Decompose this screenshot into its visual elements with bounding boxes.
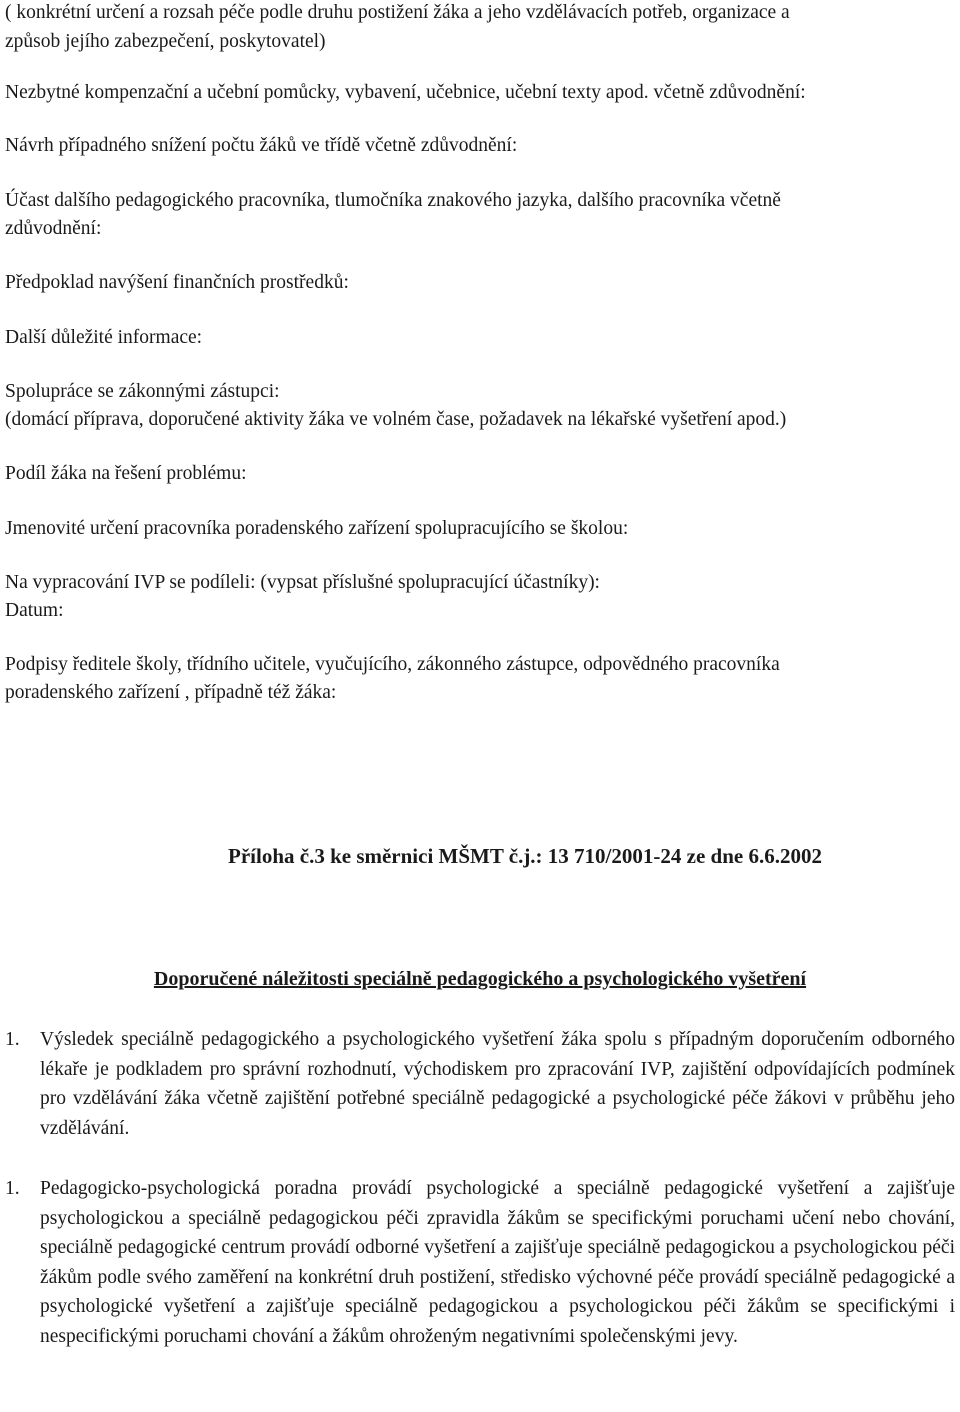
text-line-care-scope: ( konkrétní určení a rozsah péče podle druhu postižení žáka a jeho vzdělávacích potřeb, organizace a xyxy=(5,2,790,23)
text-line-care-provider: způsob jejího zabezpečení, poskytovatel) xyxy=(5,31,326,52)
text-line-other-info: Další důležité informace: xyxy=(5,327,203,348)
text-line-student-role: Podíl žáka na řešení problému: xyxy=(5,463,247,484)
paragraph-counseling-centers: Pedagogicko-psychologická poradna provádí psychologické a speciálně pedagogické vyšetření a zajišťuje psychologickou a speciálně pedagogickou péči zpravidla žákům se specifickými poruchami učení nebo chování, speciálně pedagogické centrum provádí odborné vyšetření a zajišťuje speciálně pedagogickou a psychologickou péči žákům podle svého zaměření na konkrétní druh postižení, středisko výchovné péče provádí speciálně pedagogické a psychologické vyšetření a zajišťuje speciálně pedagogickou a psychologickou péči žákům se specifickými i nespecifickými poruchami chování a žákům ohroženým negativními společenskými jevy. xyxy=(40,1178,955,1347)
text-line-date: Datum: xyxy=(5,600,64,621)
paragraph-exam-result: Výsledek speciálně pedagogického a psychologického vyšetření žáka spolu s případným doporučením odborného lékaře je podkladem pro správní rozhodnutí, východiskem pro zpracování IVP, zajištění odpovídajících podmínek pro vzdělávání žáka včetně zajištění potřebné speciálně pedagogické a psychologické péče žákovi v průběhu jeho vzdělávání. xyxy=(40,1029,955,1139)
paragraph-number: 1. xyxy=(5,1029,20,1050)
text-line-signatures: Podpisy ředitele školy, třídního učitele, vyučujícího, zákonného zástupce, odpovědného pracovníka xyxy=(5,654,780,675)
text-line-additional-staff: Účast dalšího pedagogického pracovníka, tlumočníka znakového jazyka, dalšího pracovníka včetně xyxy=(5,190,781,211)
text-line-financial: Předpoklad navýšení finančních prostředků: xyxy=(5,272,349,293)
text-line-participants: Na vypracování IVP se podíleli: (vypsat příslušné spolupracující účastníky): xyxy=(5,572,600,593)
text-line-guardians-detail: (domácí příprava, doporučené aktivity žáka ve volném čase, požadavek na lékařské vyšetření apod.) xyxy=(5,409,787,430)
text-line-additional-staff-cont: zdůvodnění: xyxy=(5,218,102,239)
text-line-class-size: Návrh případného snížení počtu žáků ve třídě včetně zdůvodnění: xyxy=(5,135,518,156)
text-line-compensation-aids: Nezbytné kompenzační a učební pomůcky, vybavení, učebnice, učební texty apod. včetně zdůvodnění: xyxy=(5,82,806,103)
text-line-counseling-worker: Jmenovité určení pracovníka poradenského zařízení spolupracujícího se školou: xyxy=(5,518,629,539)
appendix-title: Příloha č.3 ke směrnici MŠMT č.j.: 13 710/2001-24 ze dne 6.6.2002 xyxy=(228,844,822,868)
text-line-signatures-cont: poradenského zařízení , případně též žáka: xyxy=(5,682,337,703)
text-line-guardians: Spolupráce se zákonnými zástupci: xyxy=(5,381,280,402)
section-heading: Doporučené náležitosti speciálně pedagogického a psychologického vyšetření xyxy=(153,968,807,990)
paragraph-number: 1. xyxy=(5,1178,20,1199)
